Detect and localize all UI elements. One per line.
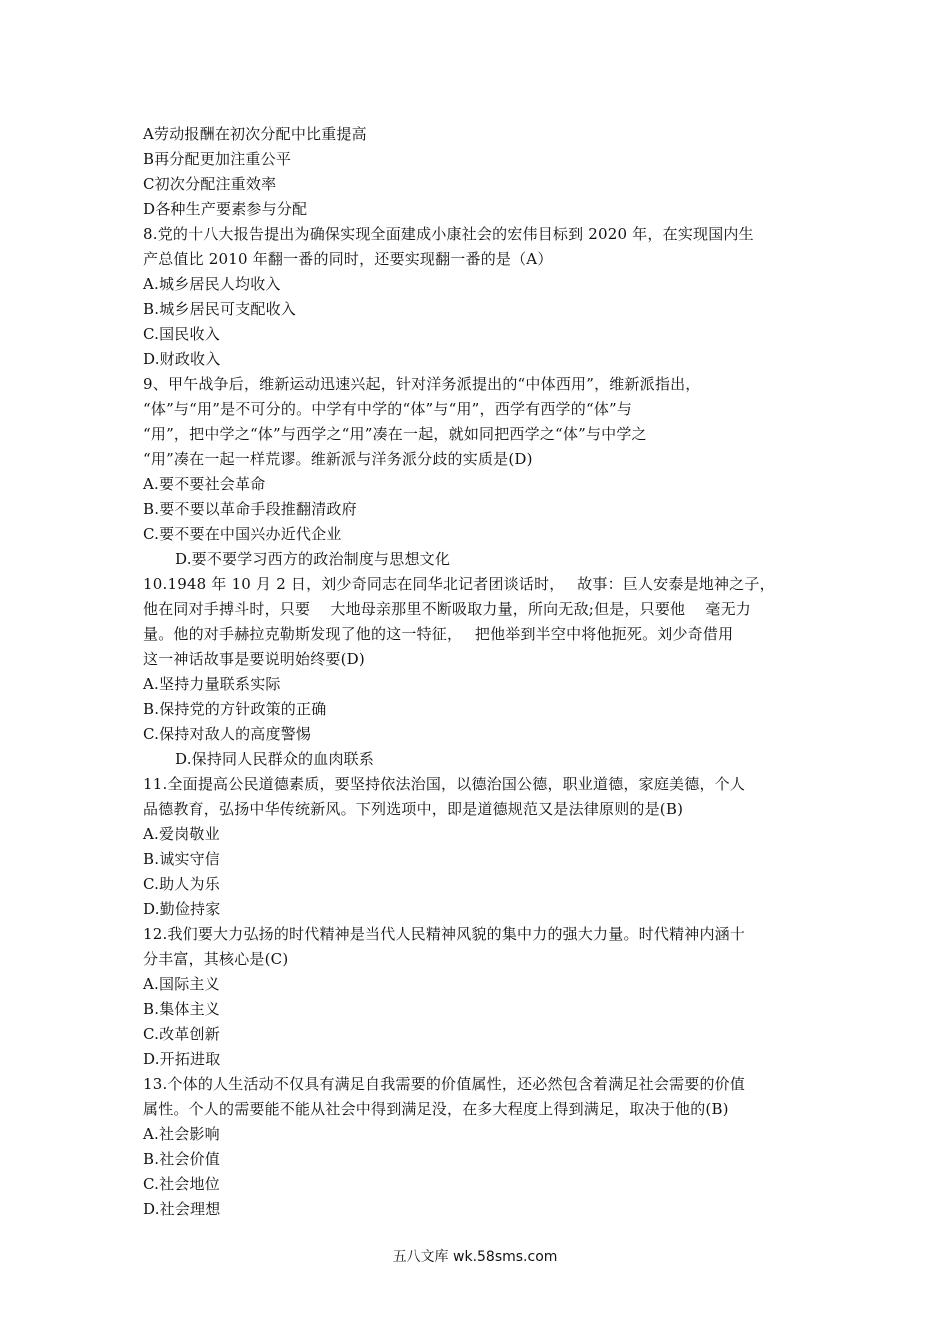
text-line: 9、甲午战争后，维新运动迅速兴起，针对洋务派提出的“中体西用”，维新派指出， xyxy=(143,375,701,393)
text-line: B.集体主义 xyxy=(143,1000,220,1018)
text-line: D各种生产要素参与分配 xyxy=(143,200,308,218)
text-line: B再分配更加注重公平 xyxy=(143,150,292,168)
text-line: C.国民收入 xyxy=(143,325,220,343)
text-line: 品德教育，弘扬中华传统新风。下列选项中，即是道德规范又是法律原则的是(B) xyxy=(143,800,684,818)
text-line: A.城乡居民人均收入 xyxy=(143,275,281,293)
text-line: A劳动报酬在初次分配中比重提高 xyxy=(143,125,367,143)
text-line: D.社会理想 xyxy=(143,1200,221,1218)
text-line: D.开拓进取 xyxy=(143,1050,221,1068)
text-line: C.助人为乐 xyxy=(143,875,220,893)
document-body xyxy=(143,122,815,1222)
text-line: 他在同对手搏斗时，只要 大地母亲那里不断吸取力量，所向无敌;但是，只要他 毫无力 xyxy=(143,600,751,618)
text-line: B.要不要以革命手段推翻清政府 xyxy=(143,500,357,518)
text-line: C.保持对敌人的高度警惕 xyxy=(143,725,312,743)
text-line: B.诚实守信 xyxy=(143,850,220,868)
text-line: 10.1948 年 10 月 2 日，刘少奇同志在同华北记者团谈话时， 故事：巨人安泰是地神之子， xyxy=(143,575,775,593)
text-line: 产总值比 2010 年翻一番的同时，还要实现翻一番的是（A） xyxy=(143,250,553,268)
text-line: 分丰富，其核心是(C) xyxy=(143,950,289,968)
page-footer: 五八文库 wk.58sms.com xyxy=(392,1249,558,1265)
text-line: D.勤俭持家 xyxy=(143,900,221,918)
text-line: 12.我们要大力弘扬的时代精神是当代人民精神风貌的集中力的强大力量。时代精神内涵十 xyxy=(143,925,746,943)
text-line: A.国际主义 xyxy=(143,975,220,993)
text-line: “用”凑在一起一样荒谬。维新派与洋务派分歧的实质是(D) xyxy=(143,450,533,468)
text-line: D.保持同人民群众的血肉联系 xyxy=(175,750,375,768)
text-line: 11.全面提高公民道德素质，要坚持依法治国，以德治国公德，职业道德，家庭美德，个人 xyxy=(143,775,746,793)
text-line: 8.党的十八大报告提出为确保实现全面建成小康社会的宏伟目标到 2020 年，在实现国内生 xyxy=(143,225,754,243)
text-line: C.改革创新 xyxy=(143,1025,220,1043)
text-line: A.要不要社会革命 xyxy=(143,475,266,493)
text-line: C初次分配注重效率 xyxy=(143,175,277,193)
text-line: A.社会影响 xyxy=(143,1125,220,1143)
text-line: D.财政收入 xyxy=(143,350,221,368)
text-line: 量。他的对手赫拉克勒斯发现了他的这一特征， 把他举到半空中将他扼死。刘少奇借用 xyxy=(143,625,734,643)
text-line: D.要不要学习西方的政治制度与思想文化 xyxy=(175,550,451,568)
text-line: A.爱岗敬业 xyxy=(143,825,220,843)
text-line: 这一神话故事是要说明始终要(D) xyxy=(143,650,365,668)
text-line: 13.个体的人生活动不仅具有满足自我需要的价值属性，还必然包含着满足社会需要的价值 xyxy=(143,1075,746,1093)
text-line: C.要不要在中国兴办近代企业 xyxy=(143,525,342,543)
text-line: C.社会地位 xyxy=(143,1175,220,1193)
text-line: B.社会价值 xyxy=(143,1150,220,1168)
text-line: B.保持党的方针政策的正确 xyxy=(143,700,327,718)
text-line: 属性。个人的需要能不能从社会中得到满足没，在多大程度上得到满足，取决于他的(B) xyxy=(143,1100,729,1118)
text-line: “体”与“用”是不可分的。中学有中学的“体”与“用”，西学有西学的“体”与 xyxy=(143,400,633,418)
text-line: B.城乡居民可支配收入 xyxy=(143,300,296,318)
text-line: “用”，把中学之“体”与西学之“用”凑在一起，就如同把西学之“体”与中学之 xyxy=(143,425,647,443)
text-line: A.坚持力量联系实际 xyxy=(143,675,281,693)
